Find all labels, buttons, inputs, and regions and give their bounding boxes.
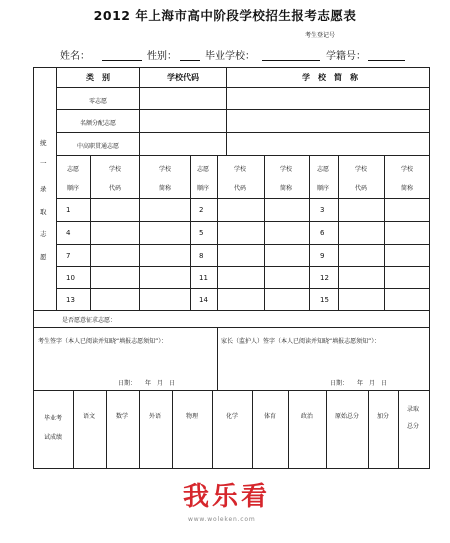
column-line	[309, 155, 310, 310]
header-school-name: 学 校 简 称	[302, 73, 358, 82]
choice-number: 9	[320, 252, 325, 260]
subheader-order: 顺序	[196, 185, 210, 192]
column-line	[139, 390, 140, 468]
choice-number: 13	[66, 296, 75, 304]
column-line	[288, 390, 289, 468]
obey-question-label: 是否愿意征求志愿：	[62, 317, 117, 324]
row-line	[56, 288, 430, 289]
subheader-name: 学校	[400, 166, 414, 173]
subheader-code: 学校	[354, 166, 368, 173]
school-label: 毕业学校：	[205, 51, 255, 62]
column-line	[368, 390, 369, 468]
row-line	[56, 266, 430, 267]
subject-pe: 体育	[263, 413, 277, 420]
subheader-name: 简称	[400, 185, 414, 192]
subject-chemistry: 化学	[225, 413, 239, 420]
parent-signature-date: 日期： 年 月 日	[330, 380, 388, 387]
choice-number: 12	[320, 274, 329, 282]
scores-label: 毕业考	[43, 415, 63, 422]
choice-number: 6	[320, 229, 325, 237]
student-signature-field[interactable]	[36, 350, 214, 375]
scores-label: 试成绩	[43, 434, 63, 441]
bonus-points: 加分	[376, 413, 390, 420]
school-code-entry[interactable]	[140, 88, 226, 155]
side-label-char: 取	[40, 208, 47, 216]
row-line	[33, 390, 430, 391]
subheader-name: 简称	[158, 185, 172, 192]
subject-physics: 物理	[185, 413, 199, 420]
student-signature-label: 考生签字（本人已阅读并知晓“填报志愿须知”）：	[38, 338, 168, 345]
choice-number: 3	[320, 206, 325, 214]
student-id-label: 学籍号：	[326, 51, 366, 62]
watermark-url: www.woleken.com	[188, 516, 256, 523]
side-label-char: 一	[40, 159, 47, 167]
subheader-order: 顺序	[316, 185, 330, 192]
admission-total: 总分	[406, 423, 420, 430]
parent-signature-label: 家长（监护人）签字（本人已阅读并知晓“填报志愿须知”）：	[221, 338, 381, 345]
row-line	[56, 221, 430, 222]
subheader-order: 志愿	[196, 166, 210, 173]
subject-math: 数学	[115, 413, 129, 420]
column-line	[106, 390, 107, 468]
subheader-code: 代码	[108, 185, 122, 192]
admission-total: 录取	[406, 406, 420, 413]
column-line	[264, 155, 265, 310]
column-line	[212, 390, 213, 468]
column-line	[398, 390, 399, 468]
choice-number: 11	[199, 274, 208, 282]
row-line	[33, 327, 430, 328]
subject-foreign-language: 外语	[148, 413, 162, 420]
choice-number: 15	[320, 296, 329, 304]
column-line	[90, 155, 91, 310]
subheader-code: 代码	[354, 185, 368, 192]
category-vocational-choice: 中高职贯通志愿	[76, 143, 120, 150]
subject-chinese: 语文	[82, 413, 96, 420]
student-signature-date: 日期： 年 月 日	[118, 380, 176, 387]
subheader-code: 学校	[108, 166, 122, 173]
header-school-code: 学校代码	[167, 73, 199, 82]
subheader-order: 志愿	[66, 166, 80, 173]
column-line	[73, 390, 74, 468]
choice-number: 4	[66, 229, 71, 237]
row-line	[56, 244, 430, 245]
school-name-entry[interactable]	[227, 88, 429, 155]
table-border	[33, 468, 430, 469]
gender-label: 性别：	[147, 51, 177, 62]
watermark-logo: 我乐看	[183, 482, 271, 512]
header-category: 类 别	[86, 73, 110, 82]
column-line	[190, 155, 191, 310]
side-label-char: 愿	[40, 253, 47, 261]
table-border	[33, 67, 430, 68]
choice-number: 8	[199, 252, 204, 260]
row-line	[56, 198, 430, 199]
category-zero-choice: 零志愿	[88, 98, 108, 105]
subheader-order: 顺序	[66, 185, 80, 192]
side-label-char: 志	[40, 230, 47, 238]
column-line	[252, 390, 253, 468]
row-line	[56, 155, 430, 156]
choice-number: 14	[199, 296, 208, 304]
choice-number: 5	[199, 229, 204, 237]
obey-answer-field[interactable]	[140, 311, 429, 327]
column-line	[217, 155, 218, 310]
subheader-name: 简称	[279, 185, 293, 192]
choice-number: 7	[66, 252, 71, 260]
subheader-code: 学校	[233, 166, 247, 173]
side-label-char: 统	[40, 139, 47, 147]
column-line	[326, 390, 327, 468]
side-label-char: 录	[40, 185, 47, 193]
column-line	[384, 155, 385, 310]
choice-number: 2	[199, 206, 204, 214]
choice-number: 1	[66, 206, 71, 214]
column-line	[338, 155, 339, 310]
column-line	[56, 67, 57, 310]
subheader-name: 学校	[158, 166, 172, 173]
page-title: 2012 年上海市高中阶段学校招生报考志愿表	[93, 8, 357, 23]
category-quota-choice: 名额分配志愿	[79, 120, 117, 127]
subheader-order: 志愿	[316, 166, 330, 173]
subject-politics: 政治	[300, 413, 314, 420]
table-border	[429, 67, 430, 469]
subheader-name: 学校	[279, 166, 293, 173]
column-line	[217, 327, 218, 390]
column-line	[172, 390, 173, 468]
subheader-code: 代码	[233, 185, 247, 192]
column-line	[139, 155, 140, 310]
table-border	[33, 67, 34, 469]
raw-total: 原始总分	[334, 413, 360, 420]
parent-signature-field[interactable]	[220, 350, 426, 375]
name-label: 姓名：	[60, 51, 90, 62]
registration-number-label: 考生登记号	[305, 32, 336, 39]
choice-number: 10	[66, 274, 75, 282]
